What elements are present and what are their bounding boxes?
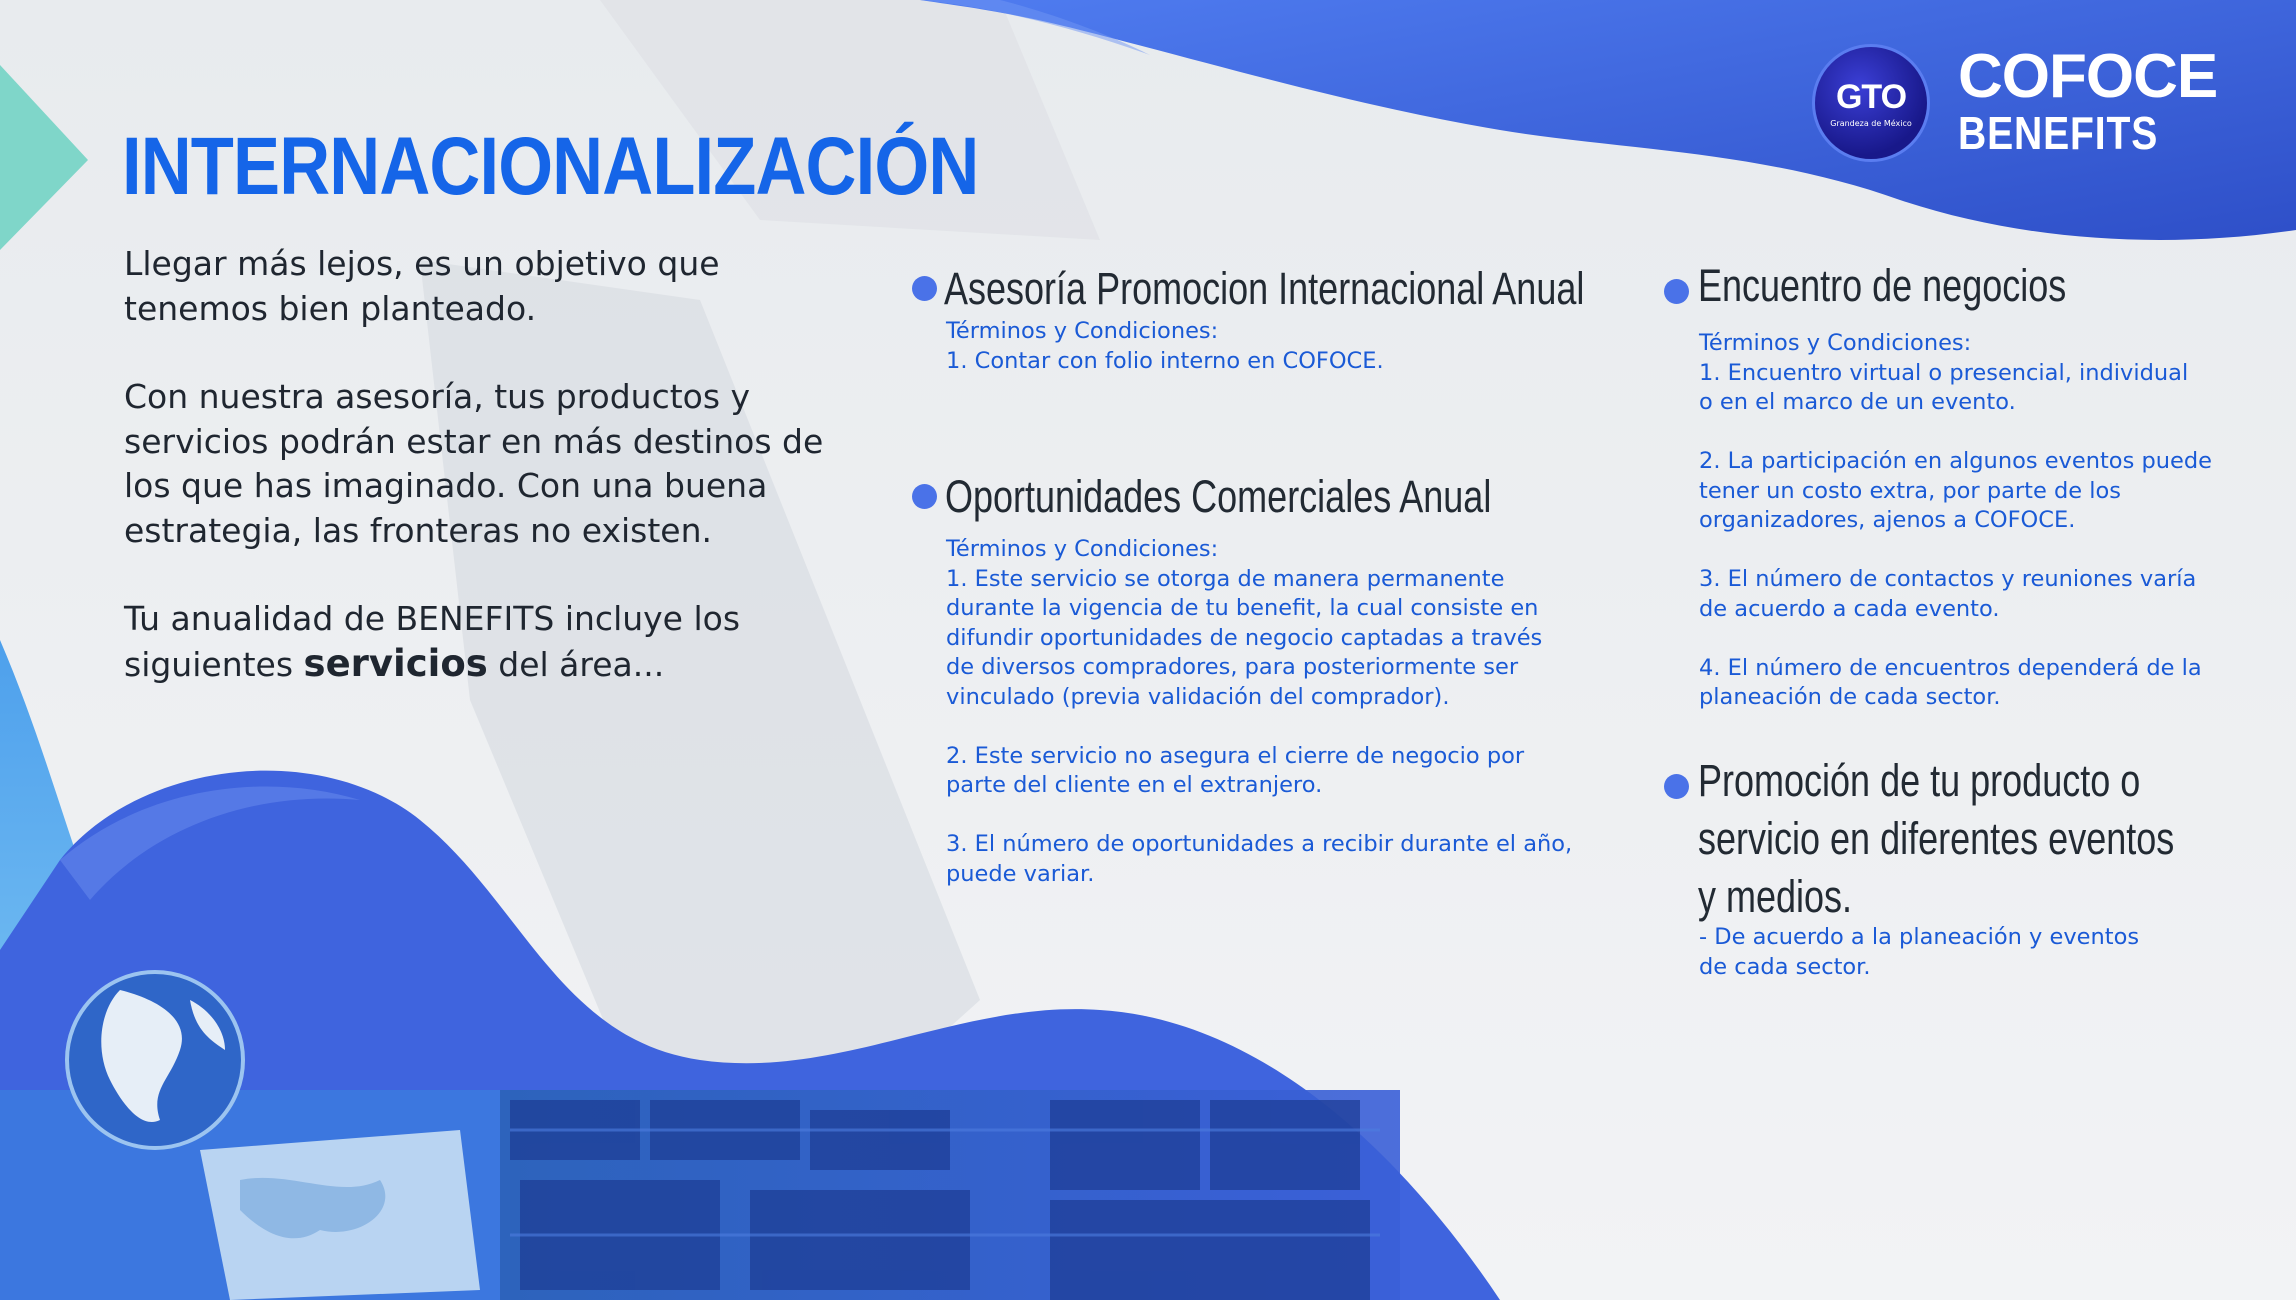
service-heading: Asesoría Promocion Internacional Anual (944, 263, 1585, 314)
intro-paragraph-3-after: del área... (487, 644, 665, 684)
service-heading: Promoción de tu producto o servicio en diferentes eventos y medios. (1698, 755, 2175, 922)
intro-paragraph-3-before: Tu anualidad de BENEFITS incluye los siguientes (124, 599, 741, 684)
intro-paragraph-3 (124, 597, 774, 687)
service-terms: Términos y Condiciones: 1. Encuentro virtual o presencial, individual o en el marco de un evento. 2. La participación en algunos eventos puede tener un costo extra, por parte de los organizadores, ajenos a COFOCE. 3. El número de contactos y reuniones varía de acuerdo a cada evento. 4. El número de encuentros dependerá de la planeación de cada sector. (1699, 330, 2212, 710)
bullet-icon (912, 276, 937, 301)
service-terms: Términos y Condiciones: 1. Contar con folio interno en COFOCE. (946, 318, 1384, 374)
intro-paragraph-2: Con nuestra asesoría, tus productos y servicios podrán estar en más destinos de los que has imaginado. Con una buena estrategia, las fronteras no existen. (124, 377, 824, 550)
cofoce-benefits-logo (1958, 42, 2218, 159)
benefits-logo-text: BENEFITS (1958, 107, 2159, 159)
gto-logo-text: GTO (1835, 78, 1907, 116)
bullet-icon (912, 484, 937, 509)
intro-text (124, 242, 884, 731)
service-terms: Términos y Condiciones: 1. Este servicio se otorga de manera permanente durante la vigencia de tu benefit, la cual consiste en difundir oportunidades de negocio captadas a través de diversos compradores, para posteriormente ser vinculado (previa validación del comprador). 2. Este servicio no asegura el cierre de negocio por parte del cliente en el extranjero. 3. El número de oportunidades a recibir durante el año, puede variar. (946, 536, 1573, 887)
bullet-icon (1664, 279, 1689, 304)
service-terms: - De acuerdo a la planeación y eventos de cada sector. (1699, 924, 2140, 980)
cofoce-logo-text: COFOCE (1958, 42, 2218, 111)
gto-logo-subtitle: Grandeza de México (1830, 119, 1912, 128)
page-title: INTERNACIONALIZACIÓN (122, 121, 979, 212)
service-heading: Encuentro de negocios (1698, 260, 2067, 311)
intro-paragraph-1: Llegar más lejos, es un objetivo que tenemos bien planteado. (124, 244, 720, 328)
service-heading: Oportunidades Comerciales Anual (945, 471, 1492, 522)
gto-logo (1812, 44, 1930, 162)
bullet-icon (1664, 774, 1689, 799)
intro-services-bold: servicios (303, 641, 488, 685)
